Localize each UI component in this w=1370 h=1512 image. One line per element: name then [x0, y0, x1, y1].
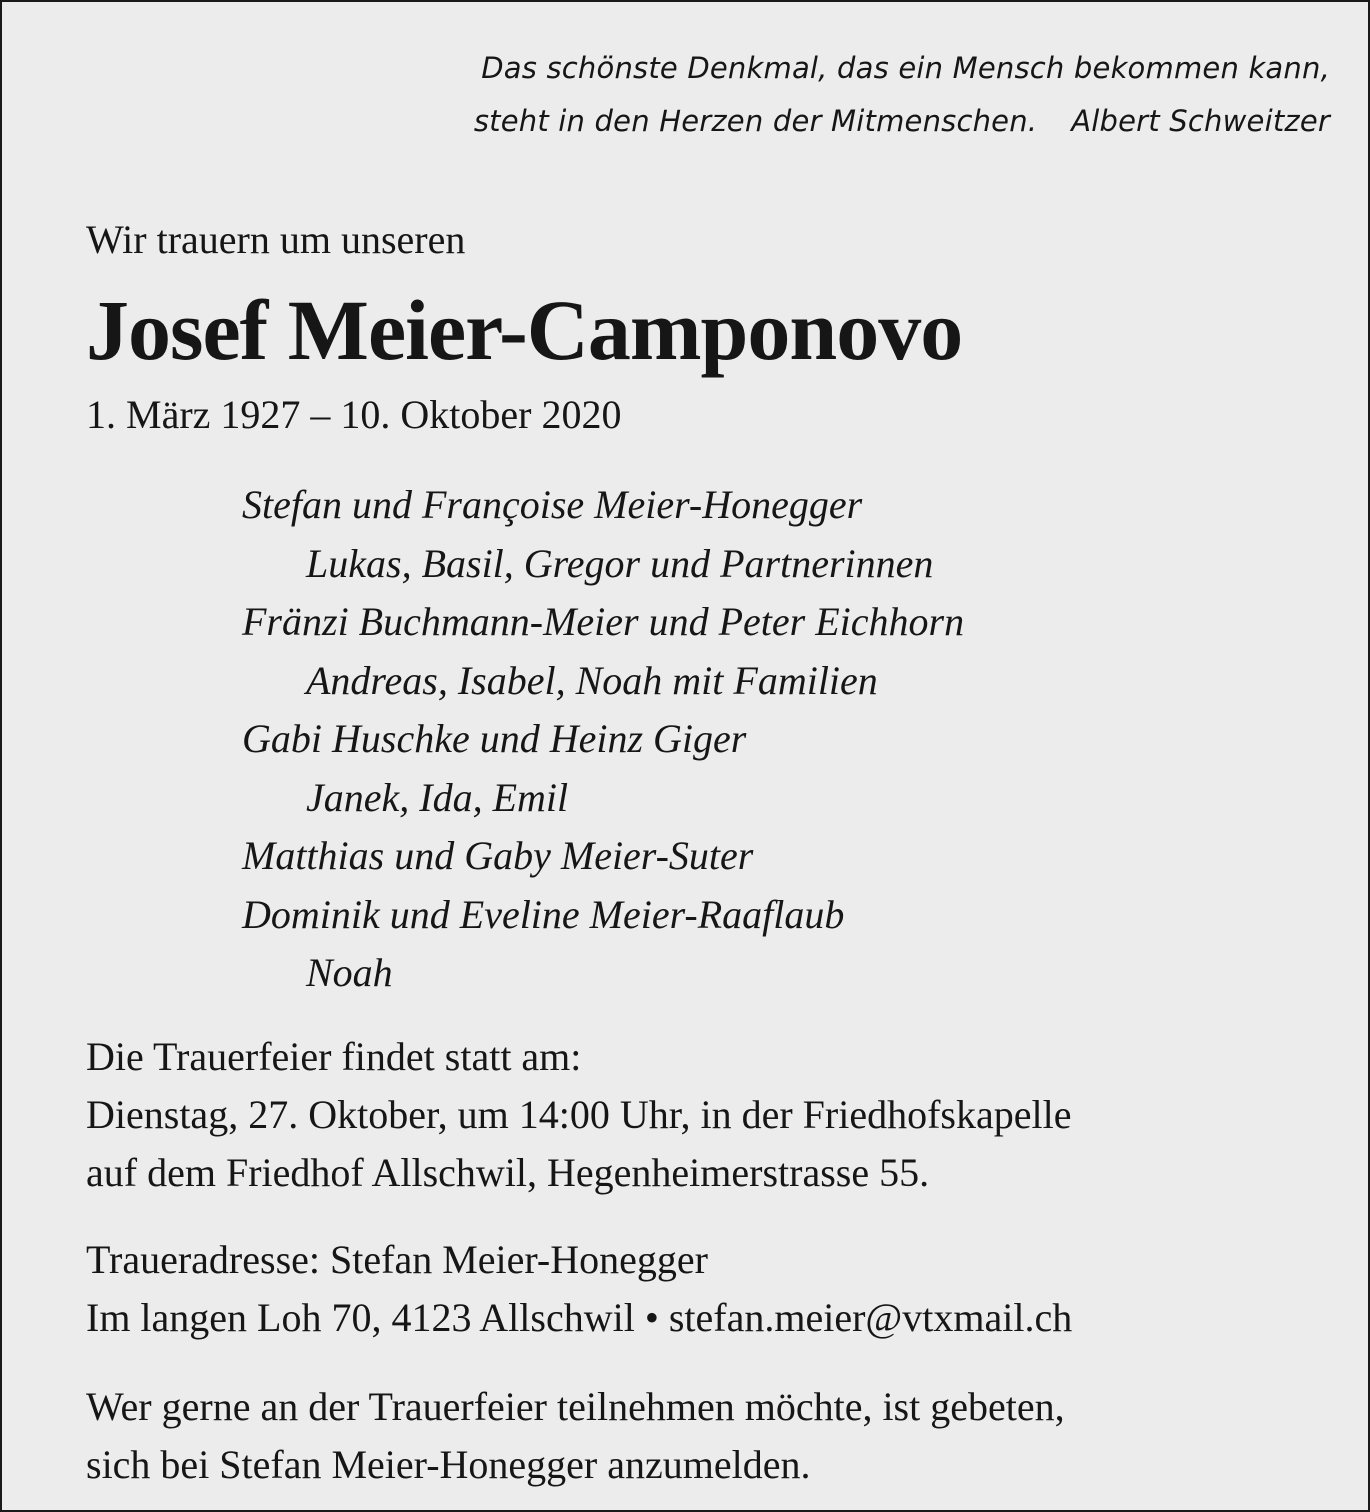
family-list	[242, 476, 964, 1003]
family-member: Noah	[306, 950, 393, 995]
quote-line	[474, 95, 1330, 148]
quote-line: Das schönste Denkmal, das ein Mensch bekommen kann,	[481, 51, 1330, 85]
intro-text: Wir trauern um unseren	[86, 217, 466, 262]
ceremony-info	[86, 1028, 1072, 1202]
quote-author: Albert Schweitzer	[1071, 104, 1330, 138]
family-member: Stefan und Françoise Meier-Honegger	[242, 482, 863, 527]
family-member: Dominik und Eveline Meier-Raaflaub	[242, 891, 845, 937]
ceremony-line: Dienstag, 27. Oktober, um 14:00 Uhr, in der Friedhofskapelle	[86, 1092, 1072, 1137]
family-member: Lukas, Basil, Gregor und Partnerinnen	[306, 540, 934, 586]
note-line: Wer gerne an der Trauerfeier teilnehmen möchte, ist gebeten,	[86, 1384, 1065, 1429]
ceremony-line: Die Trauerfeier findet statt am:	[86, 1034, 582, 1079]
family-member: Fränzi Buchmann-Meier und Peter Eichhorn	[242, 599, 965, 644]
ceremony-line: auf dem Friedhof Allschwil, Hegenheimerstrasse 55.	[86, 1150, 930, 1195]
epigraph-quote	[474, 42, 1330, 148]
address-line: Im langen Loh 70, 4123 Allschwil • stefan.meier@vtxmail.ch	[86, 1295, 1073, 1340]
address-line: Traueradresse: Stefan Meier-Honegger	[86, 1237, 708, 1282]
deceased-name: Josef Meier-Camponovo	[86, 282, 963, 378]
quote-text: steht in den Herzen der Mitmenschen.	[473, 104, 1038, 138]
family-member: Matthias und Gaby Meier-Suter	[242, 833, 754, 878]
family-member: Andreas, Isabel, Noah mit Familien	[306, 657, 878, 703]
family-member: Janek, Ida, Emil	[306, 774, 569, 820]
mourning-address	[86, 1231, 1072, 1347]
family-member: Gabi Huschke und Heinz Giger	[242, 716, 747, 761]
note-line: sich bei Stefan Meier-Honegger anzumelden.	[86, 1442, 811, 1487]
life-dates: 1. März 1927 – 10. Oktober 2020	[86, 392, 622, 437]
attendance-note	[86, 1378, 1065, 1494]
